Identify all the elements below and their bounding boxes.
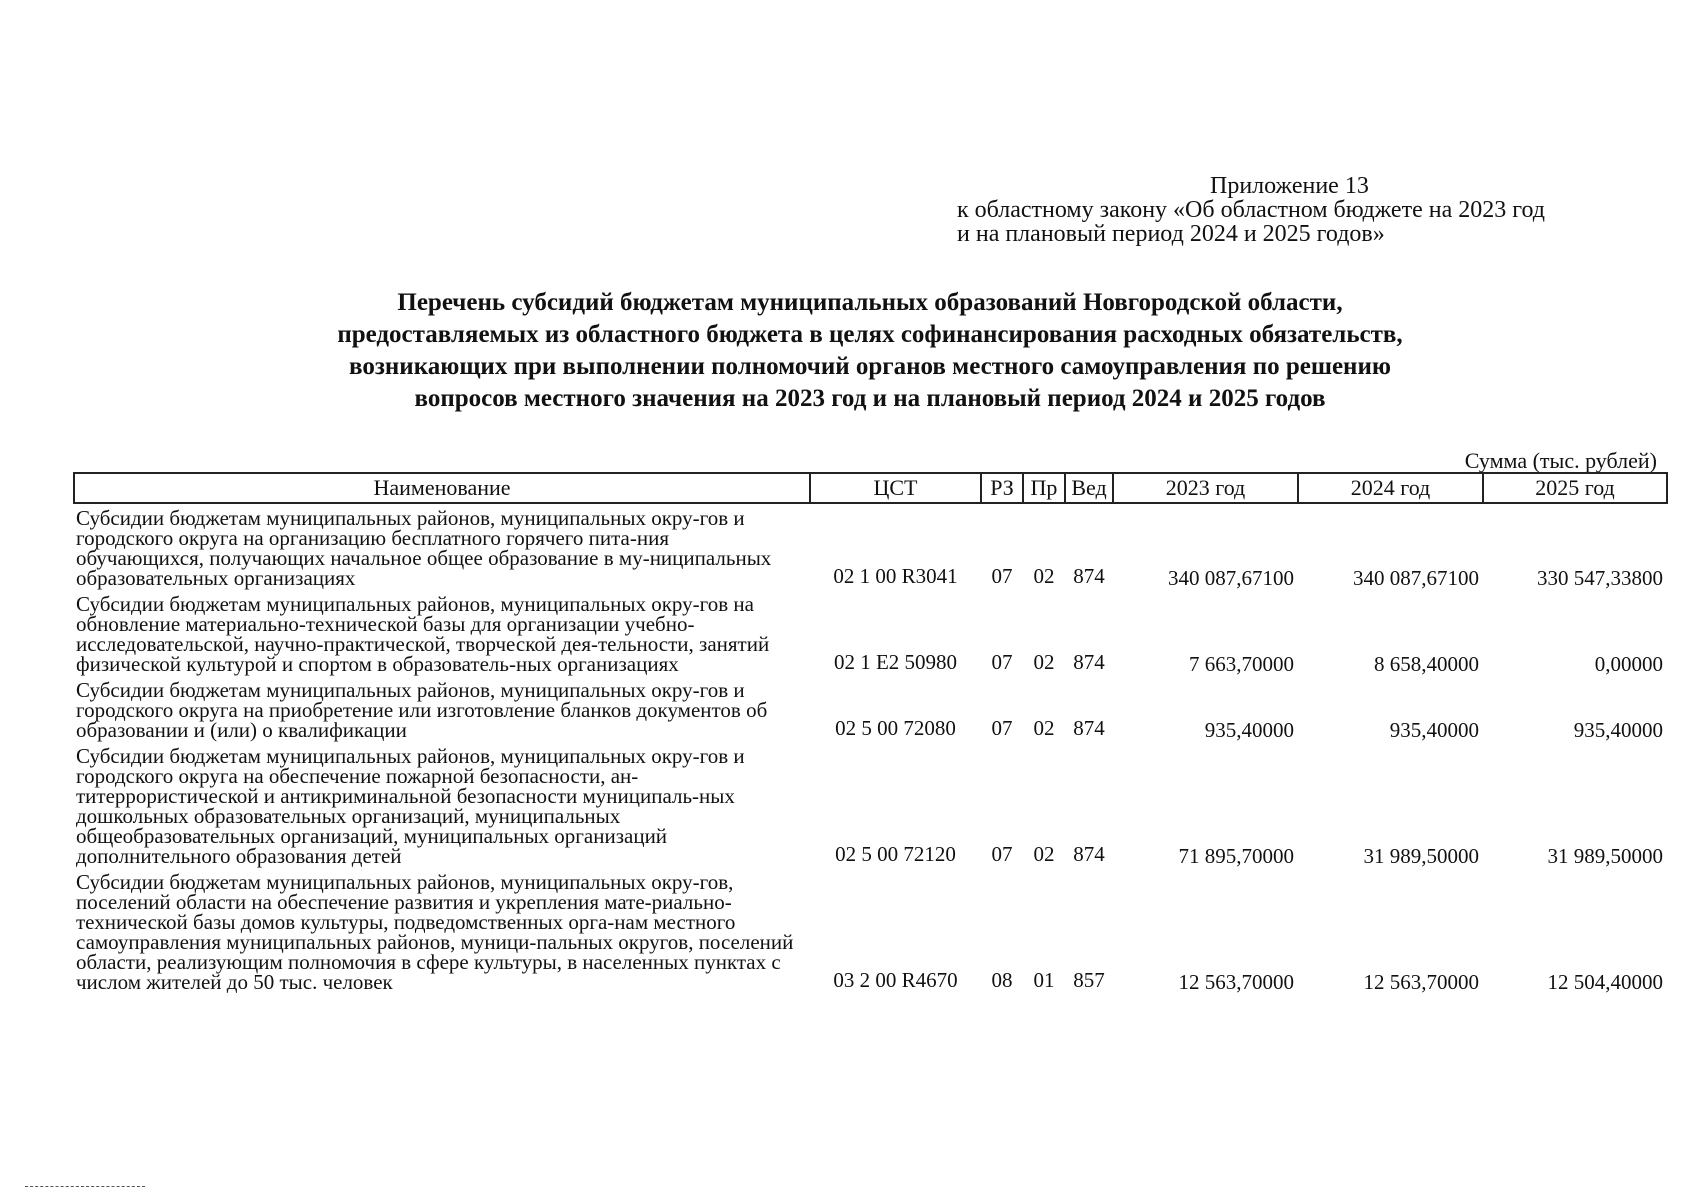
row-amount-2023: 71 895,70000 [1178,844,1294,868]
row-amount-2024: 935,40000 [1389,718,1479,742]
row-ved: 874 [1073,564,1105,588]
footer-divider [25,1186,145,1187]
table-row [74,868,1667,994]
row-amount-2023: 12 563,70000 [1178,970,1294,994]
appendix-law-reference: к областному закону «Об областном бюджете на 2023 год [957,197,1545,223]
row-pr: 02 [1033,842,1055,866]
row-amount-2025: 31 989,50000 [1547,844,1663,868]
table-row [74,590,1667,676]
row-amount-2024: 12 563,70000 [1363,970,1479,994]
table-row [74,503,1667,590]
row-pr: 02 [1033,650,1055,674]
row-amount-2023: 340 087,67100 [1168,566,1294,590]
row-name: Субсидии бюджетам муниципальных районов, муниципальных окру-гов на обновление материально-технической базы для организации учебно-исследовательской, научно-практической, творческой дея-тельности, занятий физической культурой и спортом в образователь-ных организациях [76,592,770,676]
row-name: Субсидии бюджетам муниципальных районов, муниципальных окру-гов и городского округа на обеспечение пожарной безопасности, ан-титеррористической и антикриминальной безопасности муниципаль-ных дошкольных образовательных организаций, муниципальных общеобразовательных организаций, муниципальных организаций дополнительного образования детей [76,744,745,868]
subsidies-table [73,472,1668,994]
appendix-number: Приложение 13 [1210,173,1369,199]
row-ved: 874 [1073,650,1105,674]
row-pr: 01 [1033,968,1055,992]
row-amount-2025: 935,40000 [1573,718,1663,742]
units-label: Сумма (тыс. рублей) [1464,448,1657,473]
title-line-3: возникающих при выполнении полномочий органов местного самоуправления по решению [349,353,1391,380]
row-rz: 07 [991,564,1013,588]
header-2025: 2025 год [1483,473,1667,503]
title-line-2: предоставляемых из областного бюджета в целях софинансирования расходных обязательств, [337,321,1403,348]
header-2024: 2024 год [1298,473,1483,503]
row-pr: 02 [1033,564,1055,588]
table-row [74,742,1667,868]
appendix-header [957,174,1667,246]
row-cst: 02 1 00 R3041 [833,564,958,588]
row-pr: 02 [1033,716,1055,740]
row-cst: 02 5 00 72080 [835,716,956,740]
row-cst: 02 1 E2 50980 [833,650,958,674]
document-title [160,287,1580,415]
row-rz: 07 [991,842,1013,866]
row-name: Субсидии бюджетам муниципальных районов, муниципальных окру-гов, поселений области на обеспечение развития и укрепления мате-риально-технической базы домов культуры, подведомственных орга-нам местного самоуправления муниципальных районов, муници-пальных округов, поселений области, реализующим полномочия в сфере культуры, в населенных пунктах с числом жителей до 50 тыс. человек [76,870,794,994]
header-rz: РЗ [981,473,1023,503]
title-line-1: Перечень субсидий бюджетам муниципальных образований Новгородской области, [397,289,1343,316]
row-ved: 874 [1073,716,1105,740]
header-ved: Вед [1065,473,1113,503]
header-pr: Пр [1023,473,1065,503]
row-rz: 07 [991,650,1013,674]
title-line-4: вопросов местного значения на 2023 год и на плановый период 2024 и 2025 годов [414,385,1326,412]
row-ved: 874 [1073,842,1105,866]
row-cst: 03 2 00 R4670 [833,968,958,992]
row-rz: 08 [991,968,1013,992]
appendix-law-reference-cont: и на плановый период 2024 и 2025 годов» [957,221,1385,247]
table-row [74,676,1667,742]
row-amount-2024: 340 087,67100 [1353,566,1479,590]
table-header-row [74,473,1667,503]
row-amount-2025: 0,00000 [1594,652,1663,676]
row-name: Субсидии бюджетам муниципальных районов, муниципальных окру-гов и городского округа на организацию бесплатного горячего пита-ния обучающихся, получающих начальное общее образование в му-ниципальных образовательных организациях [76,506,772,590]
row-amount-2024: 8 658,40000 [1374,652,1479,676]
header-name: Наименование [74,473,810,503]
row-amount-2025: 12 504,40000 [1547,970,1663,994]
row-rz: 07 [991,716,1013,740]
header-2023: 2023 год [1113,473,1298,503]
row-amount-2025: 330 547,33800 [1537,566,1663,590]
row-amount-2023: 935,40000 [1204,718,1294,742]
row-cst: 02 5 00 72120 [835,842,956,866]
row-ved: 857 [1073,968,1105,992]
row-name: Субсидии бюджетам муниципальных районов, муниципальных окру-гов и городского округа на приобретение или изготовление бланков документов об образовании и (или) о квалификации [76,678,768,742]
header-cst: ЦСТ [810,473,981,503]
row-amount-2023: 7 663,70000 [1189,652,1294,676]
row-amount-2024: 31 989,50000 [1363,844,1479,868]
